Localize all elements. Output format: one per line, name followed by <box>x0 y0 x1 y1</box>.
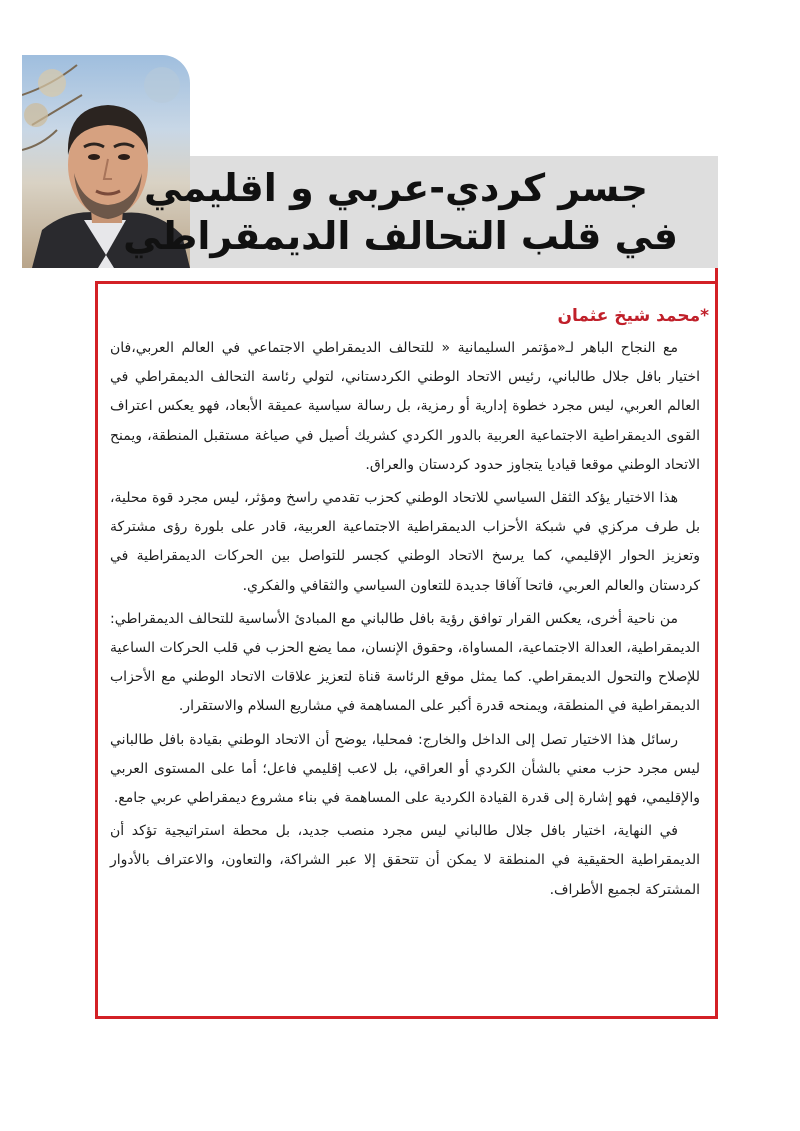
title-band <box>123 156 718 268</box>
frame-border-bottom <box>95 1016 718 1019</box>
author-name: *محمد شيخ عثمان <box>557 306 709 326</box>
paragraph-3: من ناحية أخرى، يعكس القرار توافق رؤية بافل طالباني مع المبادئ الأساسية للتحالف الديمقراطي: الديمقراطية، العدالة الاجتماعية، المساواة، وحقوق الإنسان، مما يضع الحزب في قلب الحركات الساعية للإصلاح والتحول الديمقراطي. كما يمثل موقع الرئاسة قناة لتعزيز علاقات الاتحاد الوطني مع الأحزاب الديمقراطية في المنطقة، ويمنحه قدرة أكبر على المساهمة في مشاريع السلام والاستقرار. <box>110 610 700 715</box>
paragraph-2: هذا الاختيار يؤكد الثقل السياسي للاتحاد الوطني كحزب تقدمي راسخ ومؤثر، ليس مجرد قوة محلية، بل طرف مركزي في شبكة الأحزاب الديمقراطية الاجتماعية العربية، قادر على بلورة رؤى مشتركة وتعزيز الحوار الإقليمي، كما يرسخ الاتحاد الوطني كجسر للتواصل بين الحركات الديمقراطية في كردستان والعالم العربي، فاتحا آفاقا جديدة للتعاون السياسي والثقافي والفكري. <box>110 490 700 594</box>
paragraph-1: مع النجاح الباهر لـ«مؤتمر السليمانية « للتحالف الديمقراطي الاجتماعي في العالم العربي،فان اختيار بافل جلال طالباني، رئيس الاتحاد الوطني الكردستاني، لتولي رئاسة التحالف الديمقراطي في العالم العربي، ليس مجرد خطوة إدارية أو رمزية، بل رسالة سياسية عميقة الأبعاد، فهو يعكس اعتراف القوى الديمقراطية الاجتماعية العربية بالدور الكردي كشريك أصيل في صياغة مستقبل المنطقة، ويمنح الاتحاد الوطني موقعا قياديا يتجاوز حدود كردستان والعراق. <box>110 340 700 473</box>
paragraph-5: في النهاية، اختيار بافل جلال طالباني ليس مجرد منصب جديد، بل محطة استراتيجية تؤكد أن الديمقراطية الحقيقية في المنطقة لا يمكن أن تتحقق إلا عبر الشراكة، والتعاون، والاعتراف بالأدوار المشتركة لجميع الأطراف. <box>110 823 700 898</box>
article-title-line-1: جسر كردي-عربي و اقليمي <box>143 166 648 210</box>
frame-border-right <box>715 268 718 1019</box>
frame-border-left <box>95 281 98 1019</box>
article-title-line-2: في قلب التحالف الديمقراطي <box>123 214 678 258</box>
frame-border-top <box>95 281 718 284</box>
article-body <box>110 334 700 909</box>
paragraph-4: رسائل هذا الاختيار تصل إلى الداخل والخارج: فمحليا، يوضح أن الاتحاد الوطني بقيادة بافل طالباني ليس مجرد حزب معني بالشأن الكردي أو العراقي، بل لاعب إقليمي فاعل؛ أما على المستوى العربي والإقليمي، فهو إشارة إلى قدرة القيادة الكردية على المساهمة في بناء مشروع ديمقراطي عربي جامع. <box>110 731 700 807</box>
